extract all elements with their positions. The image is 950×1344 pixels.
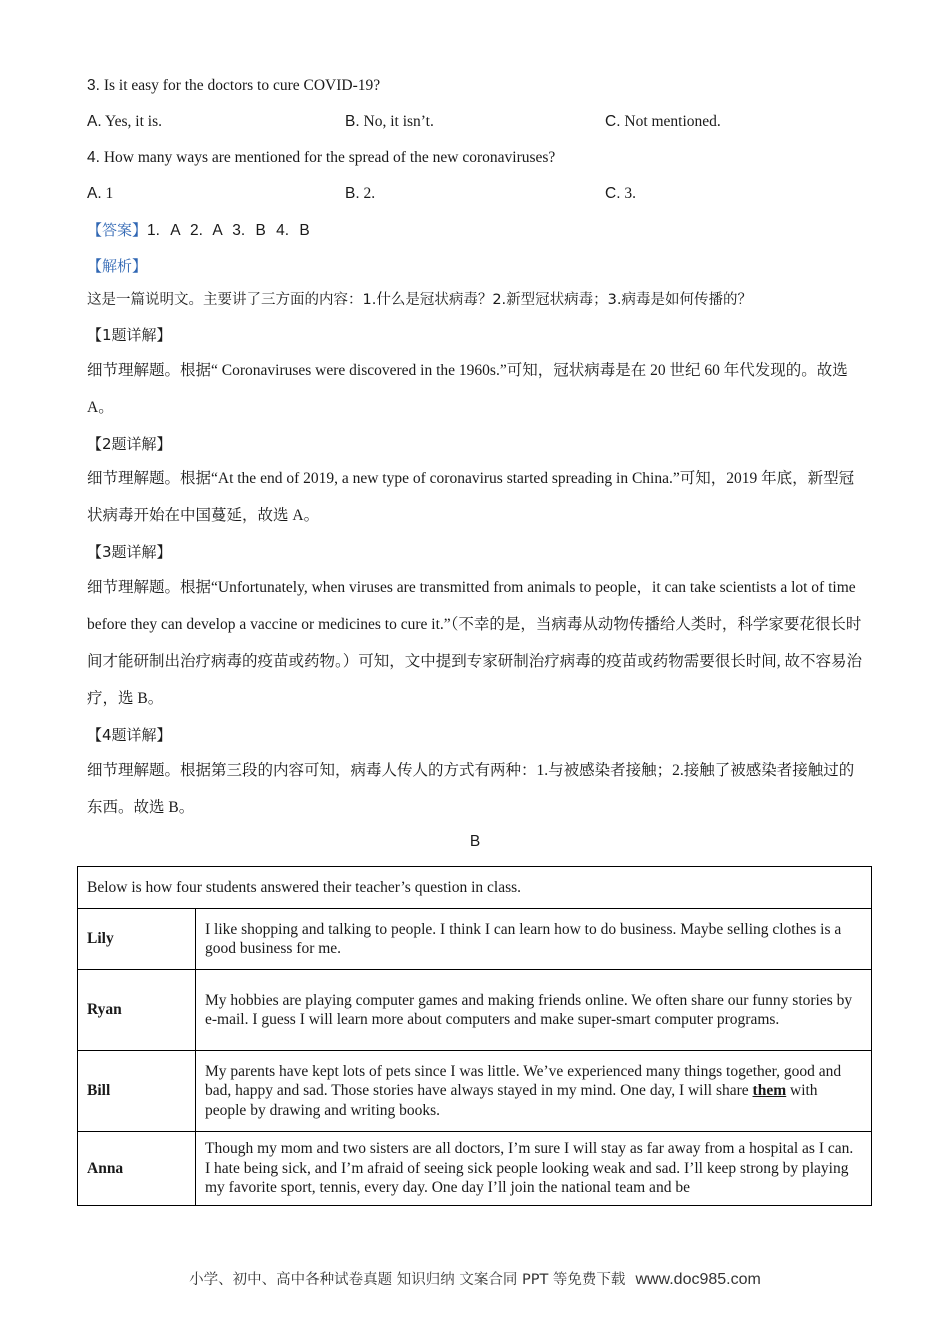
table-row bbox=[78, 1132, 872, 1206]
question-text: Is it easy for the doctors to cure COVID-19? bbox=[103, 77, 381, 94]
detail-4-heading: 【4题详解】 bbox=[87, 726, 172, 744]
option-letter: C. bbox=[605, 185, 621, 202]
option-4a bbox=[87, 184, 113, 204]
detail-3-heading: 【3题详解】 bbox=[87, 543, 172, 561]
option-text: Yes, it is. bbox=[104, 113, 162, 130]
student-answer: I like shopping and talking to people. I think I can learn how to do business. Maybe selling clothes is a good business for me. bbox=[196, 909, 872, 970]
table-row bbox=[78, 909, 872, 970]
option-4b bbox=[345, 184, 375, 204]
detail-4-text: 细节理解题。根据第三段的内容可知，病毒人传人的方式有两种：1.与被感染者接触；2.接触了被感染者接触过的东西。故选 B。 bbox=[87, 762, 855, 816]
analysis-intro: 这是一篇说明文。主要讲了三方面的内容：1.什么是冠状病毒？2.新型冠状病毒；3.病毒是如何传播的？ bbox=[87, 292, 752, 308]
analysis-heading bbox=[87, 256, 147, 277]
detail-1-text: 细节理解题。根据“ Coronaviruses were discovered in the 1960s.”可知，冠状病毒是在 20 世纪 60 年代发现的。故选 A。 bbox=[87, 362, 848, 416]
option-4c bbox=[605, 184, 636, 204]
question-4 bbox=[87, 148, 555, 168]
student-answer: Though my mom and two sisters are all doctors, I’m sure I will stay as far away from a hospital as I can. I hate being sick, and I’m afraid of seeing sick people looking weak and sad. I’ll keep strong by playing my favorite sport, tennis, every day. One day I’ll join the national team and be bbox=[196, 1132, 872, 1206]
question-3 bbox=[87, 76, 380, 96]
student-name: Bill bbox=[78, 1051, 196, 1132]
option-letter: A. bbox=[87, 185, 102, 202]
option-letter: B. bbox=[345, 113, 360, 130]
footer-url[interactable]: www.doc985.com bbox=[635, 1271, 761, 1288]
option-letter: A. bbox=[87, 113, 102, 130]
option-text: 3. bbox=[624, 185, 636, 202]
table-row bbox=[78, 867, 872, 909]
page-footer bbox=[0, 1268, 950, 1289]
detail-2-text: 细节理解题。根据“At the end of 2019, a new type of coronavirus started spreading in China.”可知，2019 年底，新型冠状病毒开始在中国蔓延，故选 A。 bbox=[87, 470, 855, 524]
answer-text-before: My parents have kept lots of pets since I was little. We’ve experienced many things together, good and bad, happy and sad. Those stories have always stayed in my mind. One day, I will share bbox=[205, 1062, 842, 1100]
detail-2-heading: 【2题详解】 bbox=[87, 435, 172, 453]
option-3a bbox=[87, 112, 162, 132]
option-text: 1 bbox=[105, 185, 114, 202]
answer-label: 【答案】 bbox=[87, 221, 148, 239]
question-number: 3. bbox=[87, 77, 100, 94]
detail-1-heading: 【1题详解】 bbox=[87, 326, 172, 344]
option-3b bbox=[345, 112, 434, 132]
table-intro: Below is how four students answered their teacher’s question in class. bbox=[78, 867, 872, 909]
student-answer: My hobbies are playing computer games and making friends online. We often share our funny stories by e-mail. I guess I will learn more about computers and make super-smart computer programs. bbox=[196, 970, 872, 1051]
option-text: 2. bbox=[363, 185, 376, 202]
student-name: Anna bbox=[78, 1132, 196, 1206]
option-letter: B. bbox=[345, 185, 360, 202]
answer-line bbox=[87, 220, 310, 241]
footer-text: 小学、初中、高中各种试卷真题 知识归纳 文案合同 PPT 等免费下载 bbox=[189, 1272, 626, 1288]
student-name: Ryan bbox=[78, 970, 196, 1051]
student-name: Lily bbox=[78, 909, 196, 970]
students-table bbox=[77, 866, 872, 1206]
detail-3-text: 细节理解题。根据“Unfortunately, when viruses are transmitted from animals to people，it can take scientists a lot of time before they can develop a vaccine or medicines to cure it.”（不幸的是，当病毒从动物传播给人类时，科学家要花很长时间才能研制出治疗病毒的疫苗或药物。）可知，文中提到专家研制治疗病毒的疫苗或药物需要很长时间, 故不容易治疗，选 B。 bbox=[87, 579, 863, 707]
table-row bbox=[78, 970, 872, 1051]
answer-values: 1. A 2. A 3. B 4. B bbox=[147, 222, 310, 239]
answer-text-after: with people by drawing and writing books. bbox=[205, 1082, 818, 1119]
option-3c bbox=[605, 112, 721, 132]
question-number: 4. bbox=[87, 149, 100, 166]
option-text: No, it isn’t. bbox=[363, 113, 434, 130]
section-title: B bbox=[469, 833, 481, 850]
option-text: Not mentioned. bbox=[624, 113, 721, 130]
question-text: How many ways are mentioned for the spread of the new coronaviruses? bbox=[103, 149, 556, 166]
underlined-word: them bbox=[752, 1082, 787, 1100]
analysis-label: 【解析】 bbox=[87, 257, 148, 275]
table-row bbox=[78, 1051, 872, 1132]
option-letter: C. bbox=[605, 113, 621, 130]
student-answer bbox=[196, 1051, 872, 1132]
